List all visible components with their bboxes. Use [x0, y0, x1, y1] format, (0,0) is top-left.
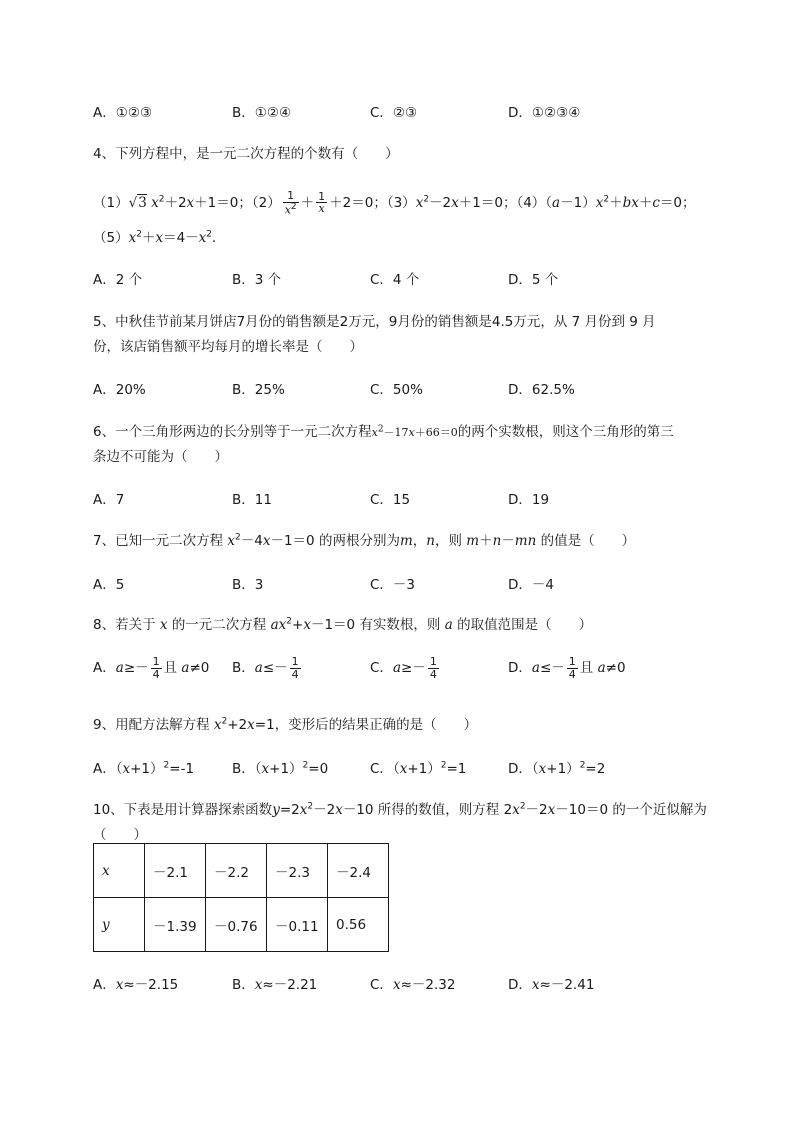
- q7-option-d: D．－4: [508, 577, 554, 593]
- table-cell: －2.4: [328, 844, 389, 898]
- table-cell: －1.39: [145, 898, 206, 952]
- q8-option-c: C．a≥－ $\frac{1}{4}$: [370, 655, 437, 681]
- q8-and-label-a: 且: [163, 660, 178, 677]
- q7-stem-a: 7、已知一元二次方程: [93, 533, 224, 549]
- q6-option-d: D．19: [508, 492, 550, 508]
- q9-option-c-label: C．: [370, 761, 393, 777]
- q4-equations-line1: （1）√3 $x^2+2x+1=0$；（2） $\frac{1}{x^2}$ ＋ $\frac{1}{x}$ ＋2＝0；$(3)x^2-2x+1=0$；$(4)(a-1)x^2+bx+c=0$；: [93, 189, 696, 217]
- q5-option-a: A．20%: [93, 382, 146, 398]
- q10-stem-b: 所得的数值，则方程: [377, 802, 500, 818]
- q9-stem-b: ，变形后的结果正确的是（ ）: [274, 717, 478, 733]
- table-cell: 0.56: [328, 898, 389, 952]
- q8-option-d-label: D．: [508, 660, 532, 677]
- q8-and-label-d: 且: [579, 660, 594, 677]
- table-row-header-y: y: [94, 898, 145, 952]
- q9-stem-a: 9、用配方法解方程: [93, 717, 210, 733]
- q9-option-d: D．$(x+1)^2=2$: [508, 760, 606, 777]
- q6-option-c: C．15: [370, 492, 411, 508]
- q7-stem-b: 的两根分别为: [318, 533, 400, 549]
- q4-option-b: B．3 个: [232, 272, 282, 288]
- table-cell: －2.1: [145, 844, 206, 898]
- q3-option-b: B．①②④: [232, 105, 292, 121]
- q4-eq-label-2: ；（2）: [238, 194, 281, 211]
- q7-option-b: B．3: [232, 577, 264, 593]
- q5-stem-line1: 5、中秋佳节前某月饼店7月份的销售额是2万元，9月份的销售额是4.5万元，从 7 月份到 9 月: [93, 314, 656, 330]
- table-row: [94, 844, 389, 898]
- q10-stem-line1: 10、下表是用计算器探索函数$y=2x^2-2x-10$ 所得的数值，则方程 $2x^2-2x-10=0$ 的一个近似解为: [93, 801, 707, 818]
- q7-stem: 7、已知一元二次方程 $x^2-4x-1=0$ 的两根分别为m，n，则 m＋n－mn 的值是（ ）: [93, 532, 636, 549]
- q3-option-c: C．②③: [370, 105, 418, 121]
- q8-stem-c: 有实数根，则: [359, 617, 441, 633]
- q8-stem-d: 的取值范围是（ ）: [457, 617, 593, 633]
- q5-option-b: B．25%: [232, 382, 285, 398]
- q10-option-a-label: A．: [93, 977, 116, 993]
- q9-option-a-label: A．: [93, 761, 116, 777]
- table-cell: －2.3: [267, 844, 328, 898]
- q10-value-table: [93, 843, 389, 952]
- q10-option-a: A．x≈－2.15: [93, 977, 179, 993]
- q10-option-d-label: D．: [508, 977, 532, 993]
- q4-option-c: C．4 个: [370, 272, 420, 288]
- q9-stem: 9、用配方法解方程 $x^2+2x=1$，变形后的结果正确的是（ ）: [93, 716, 478, 733]
- q6-stem-b: 的两个实数根，则这个三角形的第三: [457, 424, 674, 440]
- q8-option-a-label: A．: [93, 660, 116, 677]
- q5-option-c: C．50%: [370, 382, 423, 398]
- q9-option-d-label: D．: [508, 761, 532, 777]
- q3-option-d: D．①②③④: [508, 105, 581, 121]
- q10-option-a-value: －2.15: [134, 977, 179, 993]
- sqrt3: √3: [128, 194, 147, 211]
- q10-option-d: D．x≈－2.41: [508, 977, 595, 993]
- q10-option-b-label: B．: [232, 977, 255, 993]
- q6-stem-a: 6、一个三角形两边的长分别等于一元二次方程: [93, 424, 372, 440]
- table-row-header-x: x: [94, 844, 145, 898]
- q7-option-c: C．－3: [370, 577, 416, 593]
- q5-option-d: D．62.5%: [508, 382, 575, 398]
- q10-option-c: C．x≈－2.32: [370, 977, 456, 993]
- fraction-1-over-x2: $\frac{1}{x^2}$: [284, 189, 297, 217]
- q6-stem-line2: 条边不可能为（ ）: [93, 449, 228, 465]
- q10-option-b-value: －2.21: [273, 977, 318, 993]
- q4-option-a: A．2 个: [93, 272, 143, 288]
- q8-option-a: A．a≥－ $\frac{1}{4}$ 且 a≠0: [93, 655, 210, 681]
- q10-option-d-value: －2.41: [550, 977, 595, 993]
- q8-stem: 8、若关于 x 的一元二次方程 $ax^2+x-1=0$ 有实数根，则 a 的取值范围是（ ）: [93, 616, 593, 633]
- q4-eq-label-3: ；（3）: [373, 194, 416, 211]
- q8-option-b: B．a≤－ $\frac{1}{4}$: [232, 655, 299, 681]
- q4-eq-label-5: （5）: [93, 230, 129, 246]
- q10-stem-a: 10、下表是用计算器探索函数: [93, 802, 273, 818]
- q9-option-c: C．$(x+1)^2=1$: [370, 760, 467, 777]
- q8-option-b-label: B．: [232, 660, 255, 677]
- q10-stem-line2: （ ）: [93, 827, 147, 843]
- q4-eq-label-4: ；（4）: [502, 194, 546, 211]
- table-row: [94, 898, 389, 952]
- q9-option-b: B．$(x+1)^2=0$: [232, 760, 329, 777]
- q10-option-b: B．x≈－2.21: [232, 977, 318, 993]
- q10-option-c-value: －2.32: [411, 977, 456, 993]
- q8-option-c-label: C．: [370, 660, 393, 677]
- q4-option-d: D．5 个: [508, 272, 559, 288]
- q6-equation: $x^2-17x+66=0$: [371, 424, 458, 439]
- q7-stem-c: 的值是（ ）: [540, 533, 636, 549]
- q4-stem: 4、下列方程中，是一元二次方程的个数有（ ）: [93, 146, 399, 162]
- q4-equations-line2: $(5)x^2+x=4-x^2$．: [93, 229, 226, 246]
- q10-option-c-label: C．: [370, 977, 393, 993]
- fraction-1-over-x: $\frac{1}{x}$: [318, 189, 326, 216]
- q5-stem-line2: 份，该店销售额平均每月的增长率是（ ）: [93, 339, 363, 355]
- q9-option-b-label: B．: [232, 761, 255, 777]
- q3-option-a: A．①②③: [93, 105, 153, 121]
- q4-eq-label-1: （1）: [93, 194, 129, 211]
- q6-option-a: A．7: [93, 492, 125, 508]
- q6-option-b: B．11: [232, 492, 272, 508]
- q8-stem-b: 的一元二次方程: [171, 617, 267, 633]
- q8-option-d: D．a≤－ $\frac{1}{4}$ 且 a≠0: [508, 655, 626, 681]
- q9-option-a: A．$(x+1)^2=-1$: [93, 760, 195, 777]
- table-cell: －2.2: [206, 844, 267, 898]
- table-cell: －0.76: [206, 898, 267, 952]
- table-cell: －0.11: [267, 898, 328, 952]
- q10-stem-c: 的一个近似解为: [612, 802, 707, 818]
- q7-option-a: A．5: [93, 577, 125, 593]
- q6-stem-line1: [93, 420, 674, 440]
- q8-stem-a: 8、若关于: [93, 617, 156, 633]
